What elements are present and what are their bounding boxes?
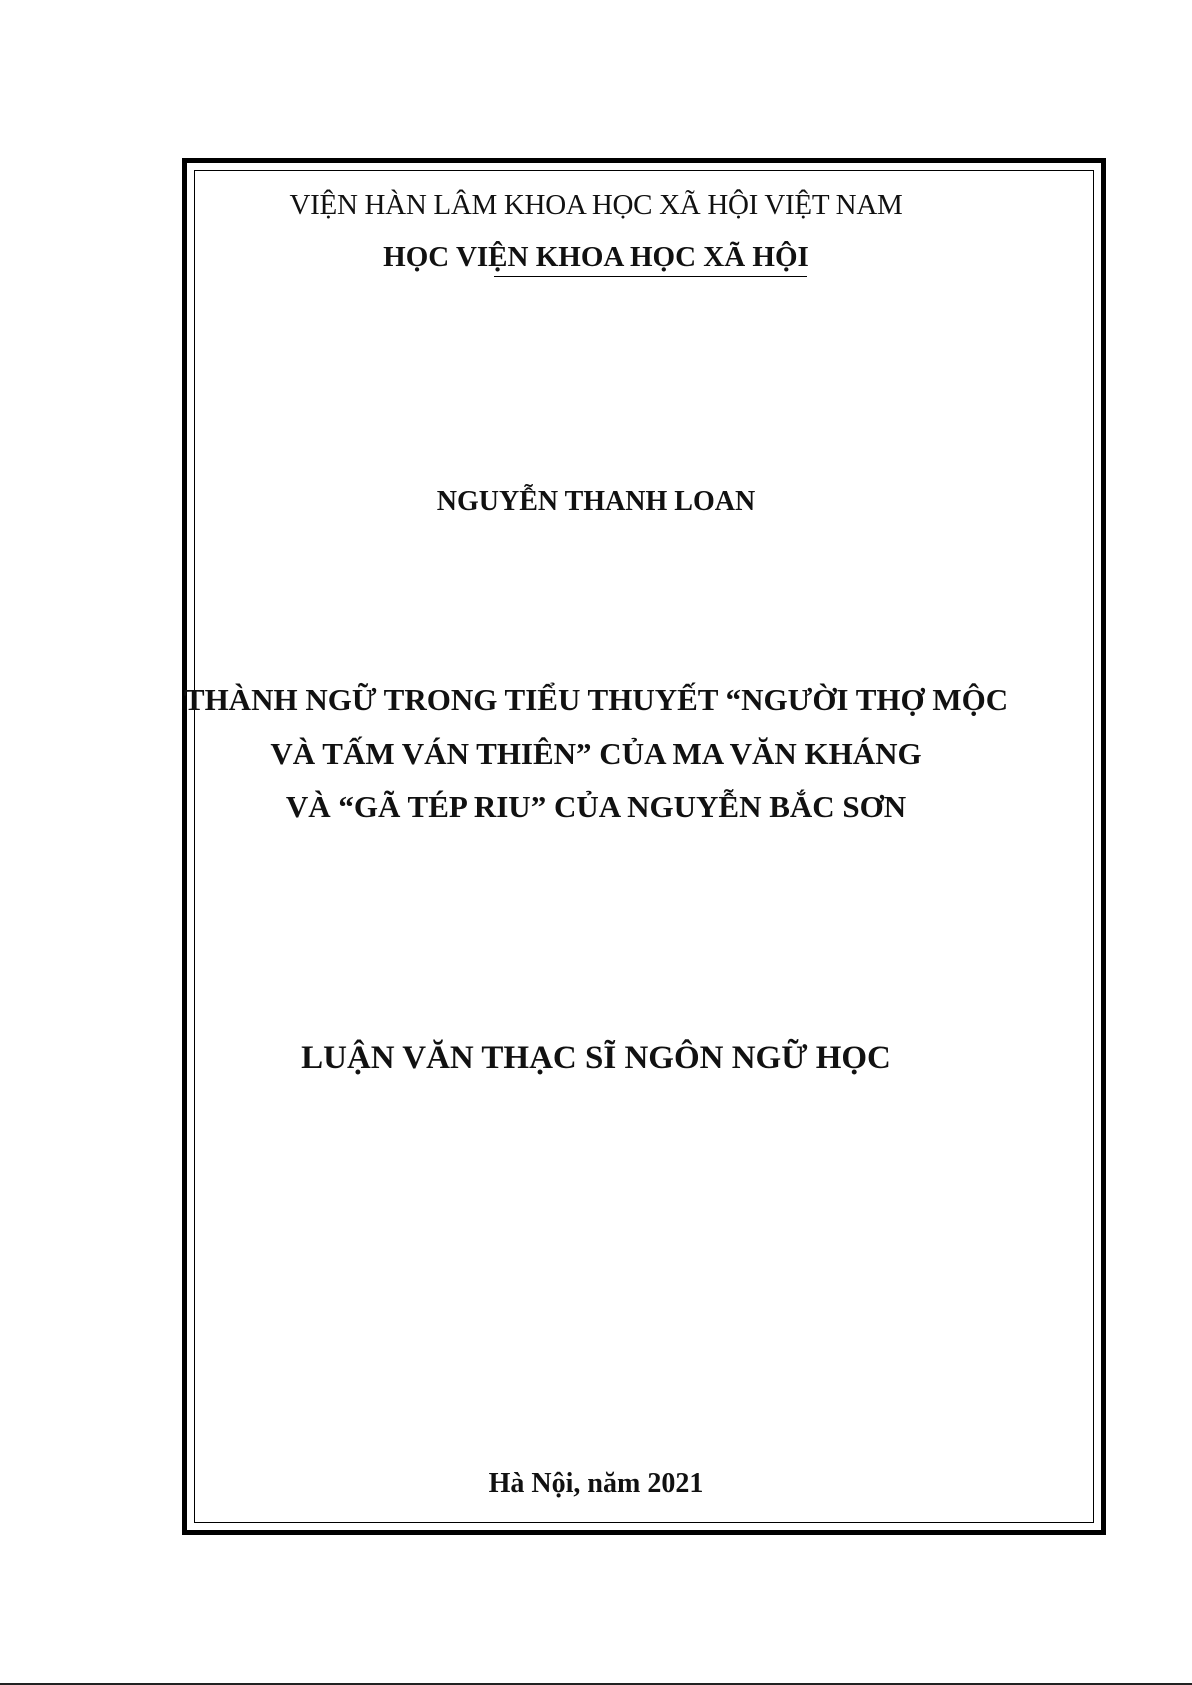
thesis-title-line-1: THÀNH NGỮ TRONG TIỂU THUYẾT “NGƯỜI THỢ MỘC	[183, 682, 1009, 717]
institute-name: VIỆN HÀN LÂM KHOA HỌC XÃ HỘI VIỆT NAM	[289, 189, 903, 221]
place-and-year: Hà Nội, năm 2021	[488, 1468, 704, 1499]
page-border	[182, 158, 1106, 1535]
thesis-title-line-3: VÀ “GÃ TÉP RIU” CỦA NGUYỄN BẮC SƠN	[285, 789, 907, 824]
degree-title: LUẬN VĂN THẠC SĨ NGÔN NGỮ HỌC	[301, 1040, 891, 1076]
thesis-title-line-2: VÀ TẤM VÁN THIÊN” CỦA MA VĂN KHÁNG	[270, 736, 922, 771]
academy-underline	[494, 276, 807, 277]
academy-name: HỌC VIỆN KHOA HỌC XÃ HỘI	[383, 241, 809, 273]
page-border-inner	[194, 170, 1094, 1523]
author-name: NGUYỄN THANH LOAN	[436, 486, 756, 517]
